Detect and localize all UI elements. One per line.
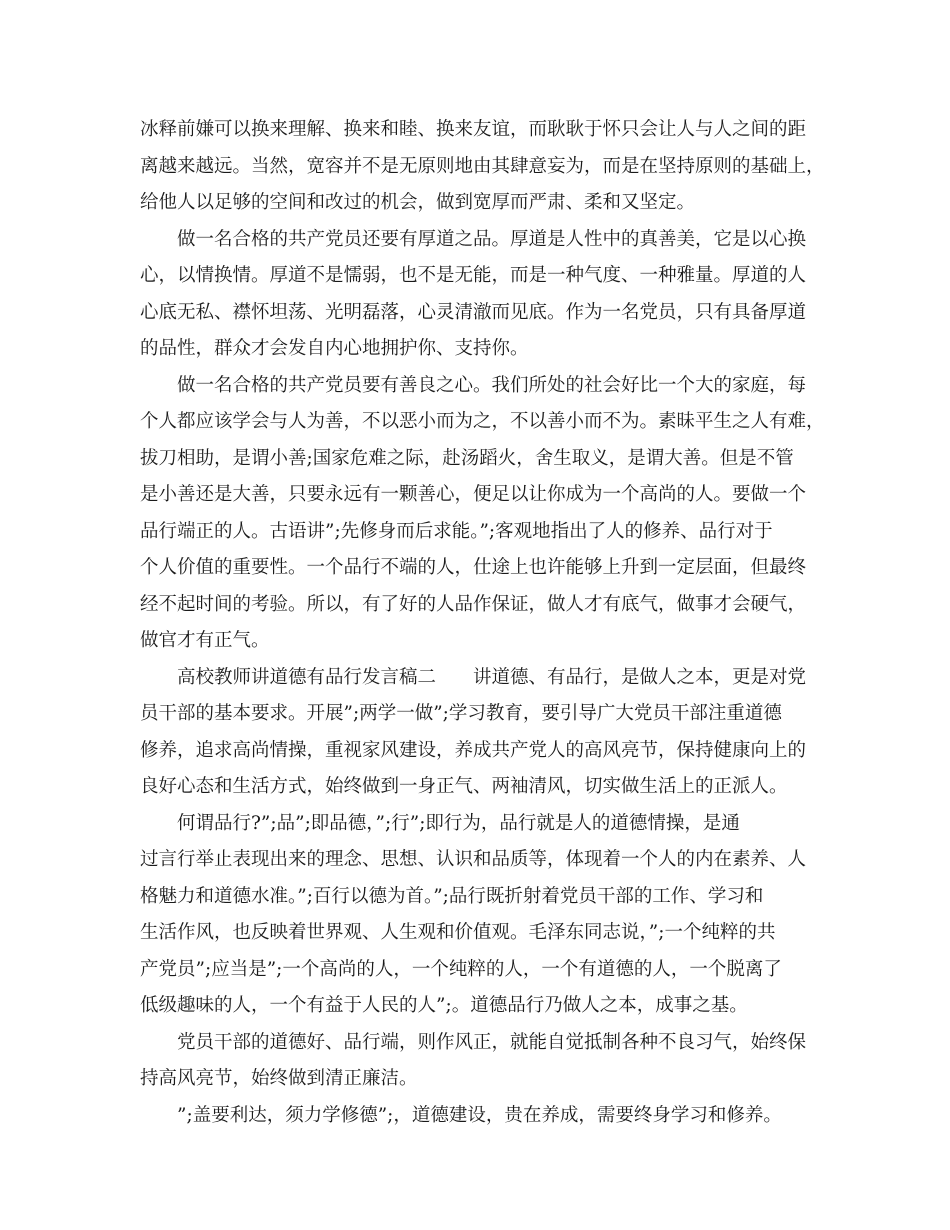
text-line: 员干部的基本要求。开展”;两学一做”;学习教育，要引导广大党员干部注重道德 [140,703,782,724]
paragraph-start-line: 做一名合格的共产党员还要有厚道之品。厚道是人性中的真善美，它是以心换 [177,228,807,250]
paragraph-start-line: 党员干部的道德好、品行端，则作风正，就能自觉抵制各种不良习气，始终保 [177,1031,807,1053]
text-line: 离越来越远。当然，宽容并不是无原则地由其肆意妄为，而是在坚持原则的基础上， [140,155,825,177]
text-line: 生活作风，也反映着世界观、人生观和价值观。毛泽东同志说，”;一个纯粹的共 [140,922,776,943]
paragraph-start-line: 高校教师讲道德有品行发言稿二 讲道德、有品行，是做人之本，更是对党 [177,666,807,688]
text-line: 持高风亮节，始终做到清正廉洁。 [140,1068,418,1089]
paragraph-start-line: 做一名合格的共产党员要有善良之心。我们所处的社会好比一个大的家庭，每 [177,374,807,396]
text-line: 品行端正的人。古语讲”;先修身而后求能。”;客观地指出了人的修养、品行对于 [140,520,773,542]
document-body [140,112,830,1134]
text-line: 产党员”;应当是”;一个高尚的人，一个纯粹的人，一个有道德的人，一个脱离了 [140,958,782,980]
text-line: 低级趣味的人，一个有益于人民的人”;。道德品行乃做人之本，成事之基。 [140,995,748,1016]
text-line: 给他人以足够的空间和改过的机会，做到宽厚而严肃、柔和又坚定。 [140,192,696,213]
text-line: 良好心态和生活方式，始终做到一身正气、两袖清风，切实做生活上的正派人。 [140,776,788,797]
text-line: 格魅力和道德水准。”;百行以德为首。”;品行既折射着党员干部的工作、学习和 [140,885,764,907]
text-line: 冰释前嫌可以换来理解、换来和睦、换来友谊，而耿耿于怀只会让人与人之间的距 [140,119,807,140]
text-line: 心底无私、襟怀坦荡、光明磊落，心灵清澈而见底。作为一名党员，只有具备厚道 [140,301,807,323]
text-line: 是小善还是大善，只要永远有一颗善心，便足以让你成为一个高尚的人。要做一个 [140,484,807,505]
text-line: 修养，追求高尚情操，重视家风建设，养成共产党人的高风亮节，保持健康向上的 [140,739,807,761]
text-line: 过言行举止表现出来的理念、思想、认识和品质等，体现着一个人的内在素养、人 [140,849,807,870]
text-line: 个人都应该学会与人为善，不以恶小而为之，不以善小而不为。素昧平生之人有难， [140,411,825,432]
paragraph-start-line: 何谓品行?”;品”;即品德，”;行”;即行为，品行就是人的道德情操，是通 [177,812,740,834]
paragraph-start-line: ”;盖要利达，须力学修德”;，道德建设，贵在养成，需要终身学习和修养。 [177,1104,782,1126]
text-line: 个人价值的重要性。一个品行不端的人，仕途上也许能够上升到一定层面，但最终 [140,557,807,578]
text-line: 拔刀相助，是谓小善;国家危难之际，赴汤蹈火，舍生取义，是谓大善。但是不管 [140,447,794,469]
text-line: 的品性，群众才会发自内心地拥护你、支持你。 [140,338,529,359]
text-line: 心，以情换情。厚道不是懦弱，也不是无能，而是一种气度、一种雅量。厚道的人 [140,265,807,286]
text-line: 做官才有正气。 [140,630,270,651]
text-line: 经不起时间的考验。所以，有了好的人品作保证，做人才有底气，做事才会硬气， [140,593,807,615]
